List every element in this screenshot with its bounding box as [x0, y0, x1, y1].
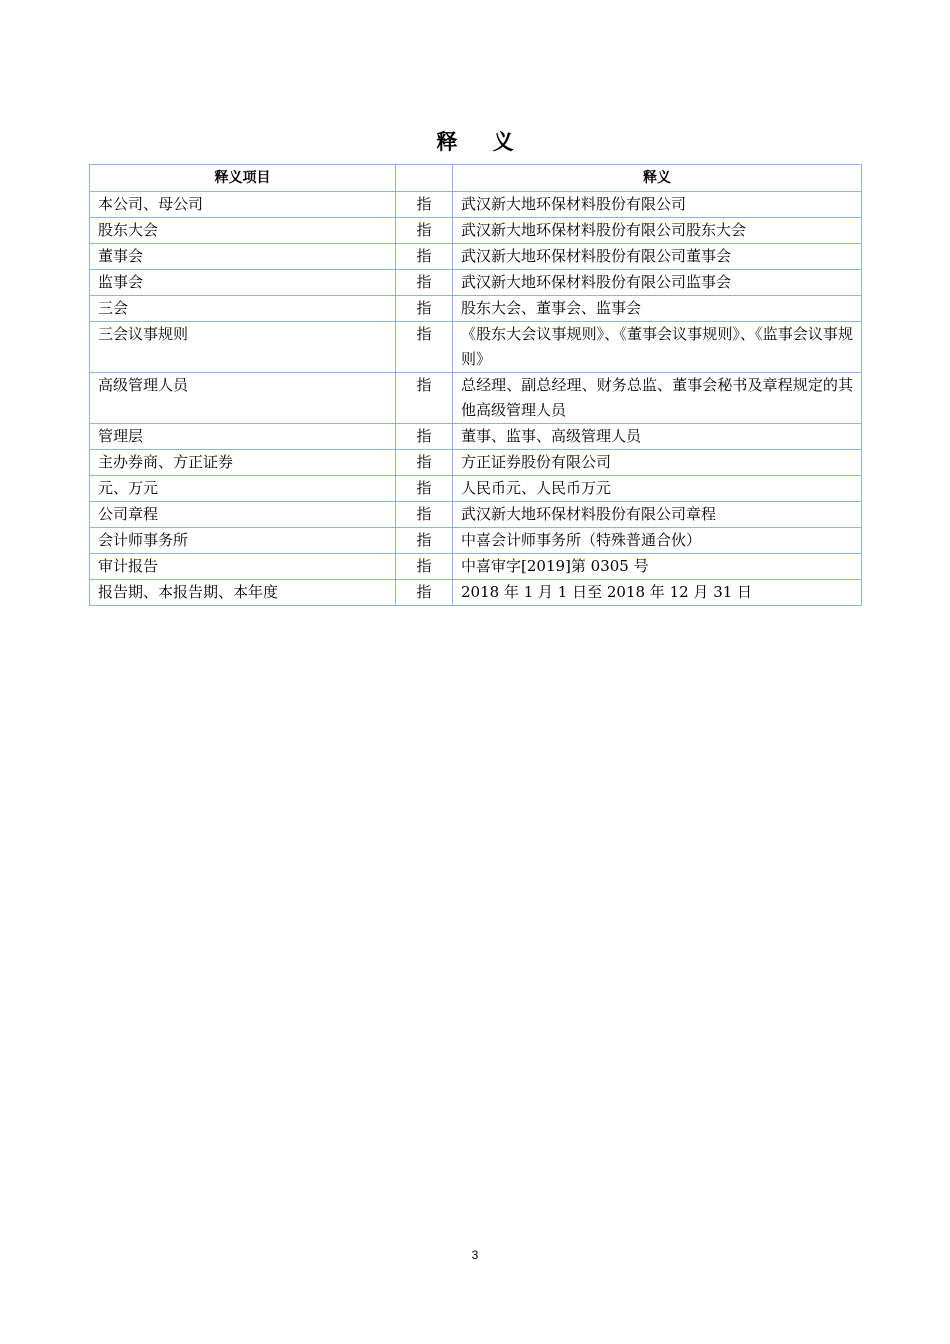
- ref-cell: 指: [396, 424, 453, 450]
- definitions-body: [90, 192, 862, 606]
- term-cell: 监事会: [90, 270, 396, 296]
- ref-cell: 指: [396, 373, 453, 424]
- definition-cell: 股东大会、董事会、监事会: [453, 296, 862, 322]
- table-row: [90, 424, 862, 450]
- definition-cell: 董事、监事、高级管理人员: [453, 424, 862, 450]
- table-row: [90, 270, 862, 296]
- term-cell: 审计报告: [90, 554, 396, 580]
- ref-cell: 指: [396, 450, 453, 476]
- term-cell: 公司章程: [90, 502, 396, 528]
- term-cell: 本公司、母公司: [90, 192, 396, 218]
- definition-cell: 《股东大会议事规则》、《董事会议事规则》、《监事会议事规则》: [453, 322, 862, 373]
- table-header-row: [90, 165, 862, 192]
- table-row: [90, 554, 862, 580]
- table-row: [90, 192, 862, 218]
- ref-cell: 指: [396, 296, 453, 322]
- table-row: [90, 450, 862, 476]
- ref-cell: 指: [396, 502, 453, 528]
- definition-cell: 武汉新大地环保材料股份有限公司: [453, 192, 862, 218]
- term-cell: 主办券商、方正证券: [90, 450, 396, 476]
- definition-cell: 武汉新大地环保材料股份有限公司董事会: [453, 244, 862, 270]
- ref-cell: 指: [396, 580, 453, 606]
- definition-cell: 中喜会计师事务所（特殊普通合伙）: [453, 528, 862, 554]
- term-cell: 股东大会: [90, 218, 396, 244]
- definition-cell: 中喜审字[2019]第 0305 号: [453, 554, 862, 580]
- ref-cell: 指: [396, 528, 453, 554]
- definition-cell: 武汉新大地环保材料股份有限公司股东大会: [453, 218, 862, 244]
- term-cell: 会计师事务所: [90, 528, 396, 554]
- table-row: [90, 502, 862, 528]
- table-row: [90, 476, 862, 502]
- table-row: [90, 528, 862, 554]
- ref-cell: 指: [396, 322, 453, 373]
- definition-cell: 方正证券股份有限公司: [453, 450, 862, 476]
- header-definition: 释义: [453, 165, 862, 192]
- ref-cell: 指: [396, 244, 453, 270]
- definitions-table: [89, 164, 862, 606]
- table-row: [90, 322, 862, 373]
- definition-cell: 人民币元、人民币万元: [453, 476, 862, 502]
- table-row: [90, 580, 862, 606]
- page-number: 3: [471, 1248, 479, 1262]
- term-cell: 高级管理人员: [90, 373, 396, 424]
- definition-cell: 武汉新大地环保材料股份有限公司监事会: [453, 270, 862, 296]
- term-cell: 报告期、本报告期、本年度: [90, 580, 396, 606]
- table-row: [90, 373, 862, 424]
- ref-cell: 指: [396, 476, 453, 502]
- ref-cell: 指: [396, 554, 453, 580]
- term-cell: 元、万元: [90, 476, 396, 502]
- table-row: [90, 296, 862, 322]
- term-cell: 管理层: [90, 424, 396, 450]
- term-cell: 董事会: [90, 244, 396, 270]
- term-cell: 三会: [90, 296, 396, 322]
- definition-cell: 2018 年 1 月 1 日至 2018 年 12 月 31 日: [453, 580, 862, 606]
- term-cell: 三会议事规则: [90, 322, 396, 373]
- table-row: [90, 218, 862, 244]
- page-title: 释 义: [436, 130, 528, 154]
- header-ref: [396, 165, 453, 192]
- header-term: 释义项目: [90, 165, 396, 192]
- ref-cell: 指: [396, 192, 453, 218]
- definition-cell: 总经理、副总经理、财务总监、董事会秘书及章程规定的其他高级管理人员: [453, 373, 862, 424]
- definition-cell: 武汉新大地环保材料股份有限公司章程: [453, 502, 862, 528]
- ref-cell: 指: [396, 270, 453, 296]
- ref-cell: 指: [396, 218, 453, 244]
- table-row: [90, 244, 862, 270]
